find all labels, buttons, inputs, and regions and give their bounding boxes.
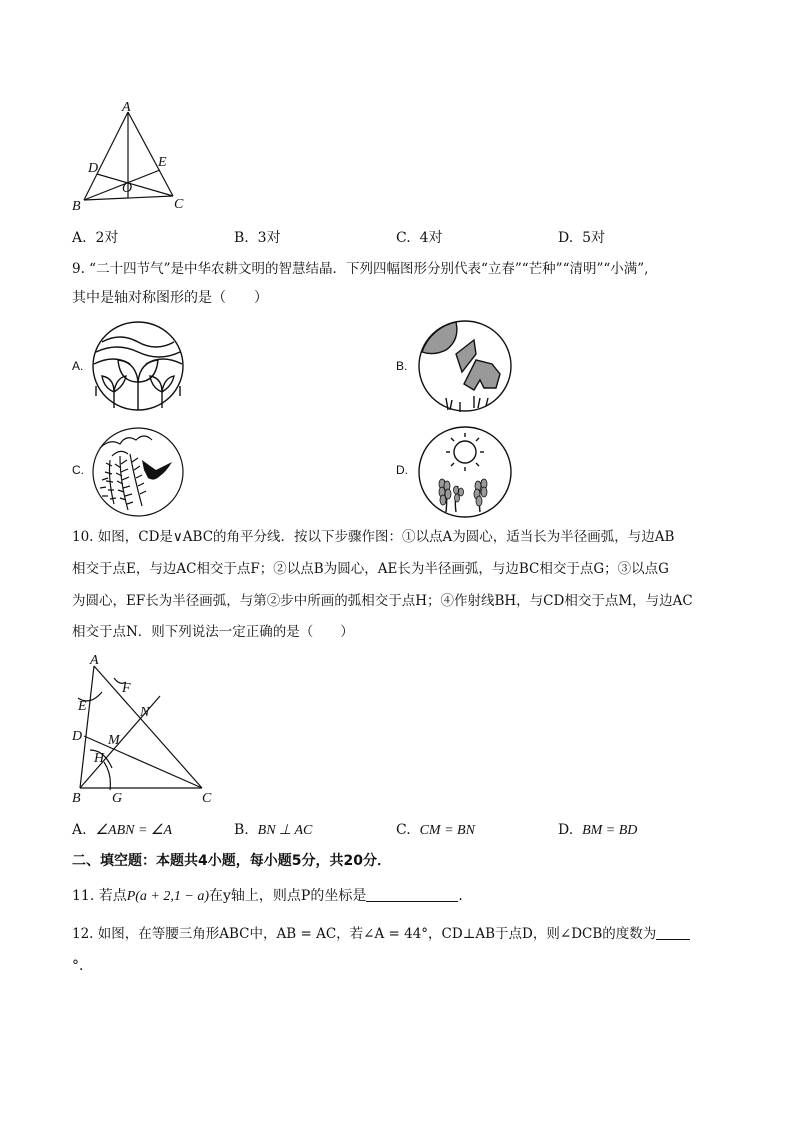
q8-triangle-figure: [70, 100, 200, 215]
q9-option-a-label: A.: [72, 359, 84, 373]
q9-option-d-label: D.: [396, 463, 408, 477]
option-letter: A.: [72, 822, 87, 838]
option-text: 2对: [95, 230, 119, 246]
q9-mangzhong-icon: [416, 318, 514, 414]
q11-answer-blank[interactable]: [366, 887, 458, 902]
q11-stem: [72, 886, 472, 907]
q12-stem-line2: °．: [72, 958, 93, 974]
q10-label-e: E: [78, 699, 87, 714]
option-letter: A.: [72, 230, 87, 246]
option-text: 4对: [419, 230, 443, 246]
q9-option-c-label: C.: [72, 463, 84, 477]
option-letter: B.: [234, 230, 249, 246]
option-letter: C.: [396, 822, 411, 838]
q10-construction-figure: [68, 650, 218, 808]
q9-lichun-icon: [90, 320, 186, 412]
q10-option-b: [234, 820, 312, 841]
q10-label-n: N: [140, 705, 150, 720]
q10-stem-line4: 相交于点N．则下列说法一定正确的是（ ）: [72, 624, 354, 640]
q10-label-c: C: [202, 791, 212, 806]
q8-label-a: A: [122, 100, 131, 115]
q8-option-c: [396, 228, 443, 248]
option-letter: C.: [396, 230, 411, 246]
q9-stem-line2: 其中是轴对称图形的是（ ）: [72, 290, 268, 306]
q10-option-a: [72, 820, 172, 841]
q10-label-a: A: [90, 653, 99, 668]
q9-stem-line1: 9. “二十四节气”是中华农耕文明的智慧结晶．下列四幅图形分别代表“立春”“芒种”“清明”“小满”,: [72, 261, 649, 277]
q9-qingming-icon: [90, 426, 186, 518]
q12-answer-blank[interactable]: [656, 925, 690, 940]
option-text: BN ⊥ AC: [257, 823, 313, 838]
q10-stem-line2: 相交于点E，与边AC相交于点F；②以点B为圆心，AE长为半径画弧，与边BC相交于点G；③以点G: [72, 561, 669, 577]
option-text: BM = BD: [582, 823, 638, 838]
q10-label-b: B: [72, 791, 81, 806]
q11-end: ．: [458, 888, 473, 904]
option-text: 3对: [257, 230, 281, 246]
q8-label-o: O: [122, 181, 133, 196]
option-text: ∠ABN = ∠A: [95, 823, 173, 838]
option-text: CM = BN: [419, 823, 475, 838]
q8-label-d: D: [88, 161, 99, 176]
q10-label-m: M: [108, 733, 120, 748]
q10-stem-line3: 为圆心，EF长为半径画弧，与第②步中所画的弧相交于点H；④作射线BH，与CD相交于点M，与边AC: [72, 593, 693, 609]
q8-option-d: [558, 228, 605, 248]
q10-label-d: D: [72, 729, 83, 744]
q8-label-c: C: [174, 197, 184, 212]
q9-option-b-label: B.: [396, 359, 408, 373]
q10-label-h: H: [94, 751, 105, 766]
q8-label-b: B: [72, 199, 81, 214]
q11-mid: 在y轴上，则点P的坐标是: [209, 888, 367, 904]
option-letter: B.: [234, 822, 249, 838]
option-text: 5对: [582, 230, 606, 246]
section-heading-fill-in: 二、填空题：本题共4小题，每小题5分，共20分．: [72, 853, 391, 869]
q12-text: 12. 如图，在等腰三角形ABC中，AB = AC，若∠A = 44°，CD⊥AB于点D，则∠DCB的度数为: [72, 926, 657, 942]
q10-label-f: F: [122, 681, 131, 696]
q10-label-g: G: [112, 791, 123, 806]
q12-stem-line1: [72, 924, 690, 944]
q8-label-e: E: [158, 155, 167, 170]
q9-xiaoman-icon: [416, 424, 514, 520]
q10-stem-line1: 10. 如图，CD是∨ABC的角平分线．按以下步骤作图：①以点A为圆心，适当长为半径画弧，与边AB: [72, 529, 675, 545]
q11-before: 11. 若点: [72, 888, 127, 904]
option-letter: D.: [558, 230, 574, 246]
q8-option-a: [72, 228, 118, 248]
q11-expr: P(a + 2,1 − a): [126, 889, 209, 904]
q10-option-d: [558, 820, 637, 841]
q8-option-b: [234, 228, 281, 248]
q10-option-c: [396, 820, 475, 841]
option-letter: D.: [558, 822, 574, 838]
